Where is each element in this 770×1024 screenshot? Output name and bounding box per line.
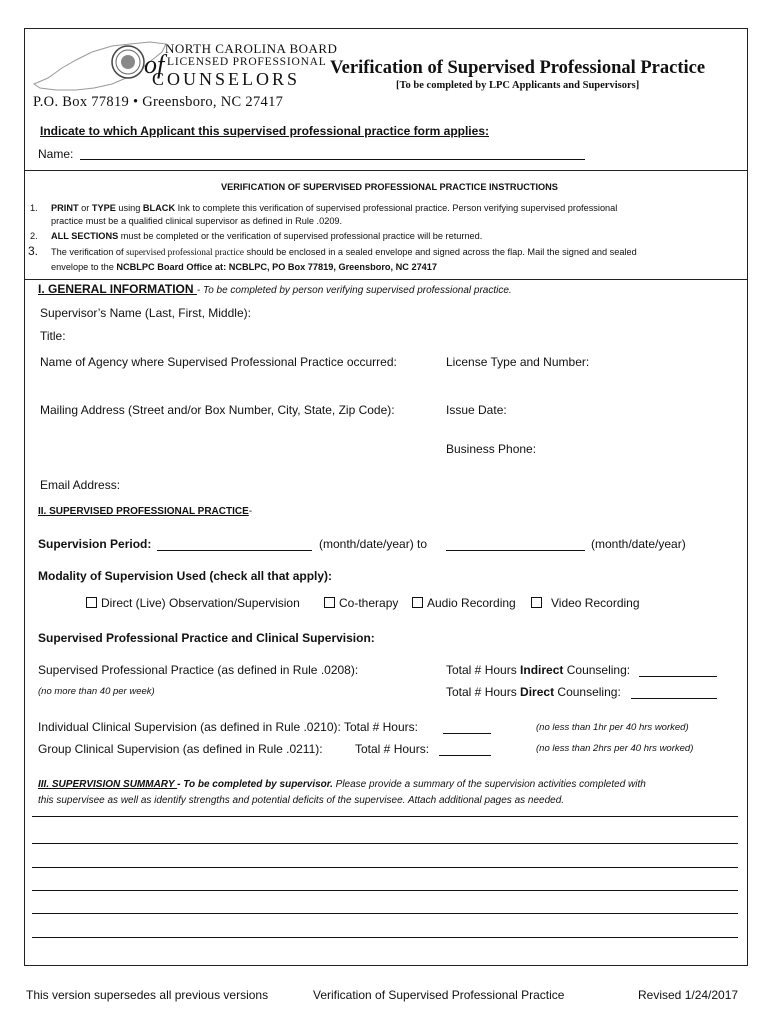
board-address: P.O. Box 77819 • Greensboro, NC 27417 <box>33 94 284 110</box>
instruction-2-number: 2. <box>30 231 38 241</box>
checkbox-icon <box>412 597 423 608</box>
agency-name-label: Name of Agency where Supervised Professional Practice occurred: <box>40 355 397 369</box>
summary-line[interactable] <box>32 867 738 868</box>
instruction-2: ALL SECTIONS must be completed or the verification of supervised professional practice will be returned. <box>51 231 483 241</box>
form-frame <box>24 28 748 966</box>
period-start-field[interactable] <box>157 550 312 551</box>
board-name-line3: COUNSELORS <box>152 69 301 89</box>
footer-supersedes: This version supersedes all previous versions <box>26 988 269 1002</box>
instruction-3-line2: envelope to the NCBLPC Board Office at: NCBLPC, PO Box 77819, Greensboro, NC 27417 <box>51 262 438 272</box>
instructions-heading: VERIFICATION OF SUPERVISED PROFESSIONAL PRACTICE INSTRUCTIONS <box>221 182 558 192</box>
summary-line[interactable] <box>32 913 738 914</box>
issue-date-label: Issue Date: <box>446 403 507 417</box>
summary-line[interactable] <box>32 816 738 817</box>
summary-line[interactable] <box>32 937 738 938</box>
spp-heading: Supervised Professional Practice and Clinical Supervision: <box>38 631 375 645</box>
group-hours-field[interactable] <box>439 755 491 756</box>
period-end-field[interactable] <box>446 550 585 551</box>
group-hours-label: Total # Hours: <box>355 742 430 756</box>
board-name-of: of <box>144 50 165 79</box>
instruction-1: PRINT or TYPE using BLACK Ink to complete this verification of supervised professional practice. Person verifying supervised professional <box>51 203 618 213</box>
group-supervision-label: Group Clinical Supervision (as defined in Rule .0211): <box>38 742 323 756</box>
practice-heading: II. SUPERVISED PROFESSIONAL PRACTICE- <box>38 506 253 517</box>
spp-note: (no more than 40 per week) <box>38 686 155 697</box>
summary-line[interactable] <box>32 843 738 844</box>
summary-line[interactable] <box>32 890 738 891</box>
period-end-text: (month/date/year) <box>591 537 686 551</box>
period-mid-text: (month/date/year) to <box>319 537 428 551</box>
modality-cotherapy-checkbox[interactable]: Co-therapy <box>324 596 398 610</box>
instruction-1-line2: practice must be a qualified clinical supervisor as defined in Rule .0209. <box>51 216 343 226</box>
instruction-3-number: 3. <box>28 244 39 258</box>
footer-revised: Revised 1/24/2017 <box>638 988 739 1002</box>
indirect-hours-field[interactable] <box>639 676 717 677</box>
direct-hours-field[interactable] <box>631 698 717 699</box>
applicant-name-field[interactable] <box>80 159 585 160</box>
checkbox-icon <box>531 597 542 608</box>
individual-supervision-label: Individual Clinical Supervision (as defined in Rule .0210): Total # Hours: <box>38 720 418 734</box>
supervisor-name-label: Supervisor’s Name (Last, First, Middle): <box>40 306 251 320</box>
supervision-period-label: Supervision Period: <box>38 537 152 551</box>
direct-hours-label: Total # Hours Direct Counseling: <box>446 685 621 699</box>
modality-direct-checkbox[interactable]: Direct (Live) Observation/Supervision <box>86 596 300 610</box>
modality-video-checkbox[interactable]: Video Recording <box>531 596 640 610</box>
instruction-3: The verification of supervised professional practice should be enclosed in a sealed envelope and signed across the flap. Mail the signed and sealed <box>51 247 637 257</box>
general-heading: I. GENERAL INFORMATION - To be completed by person verifying supervised professional practice. <box>38 282 512 296</box>
modality-label: Modality of Supervision Used (check all that apply): <box>38 569 333 583</box>
applicant-name-label: Name: <box>38 147 74 161</box>
spp-label: Supervised Professional Practice (as defined in Rule .0208): <box>38 663 359 677</box>
mailing-address-label: Mailing Address (Street and/or Box Number, City, State, Zip Code): <box>40 403 395 417</box>
divider <box>24 279 748 280</box>
indirect-hours-label: Total # Hours Indirect Counseling: <box>446 663 631 677</box>
email-label: Email Address: <box>40 478 121 492</box>
applicant-instruction: Indicate to which Applicant this supervised professional practice form applies: <box>40 124 489 138</box>
divider <box>24 170 748 171</box>
summary-heading: III. SUPERVISION SUMMARY - To be completed by supervisor. Please provide a summary of the supervision activities completed with <box>38 779 646 790</box>
board-name-line1: NORTH CAROLINA BOARD <box>165 41 338 56</box>
instruction-1-number: 1. <box>30 203 38 213</box>
supervisor-title-label: Title: <box>40 329 66 343</box>
modality-audio-checkbox[interactable]: Audio Recording <box>412 596 516 610</box>
business-phone-label: Business Phone: <box>446 442 537 456</box>
checkbox-icon <box>324 597 335 608</box>
summary-text-line2: this supervisee as well as identify strengths and potential deficits of the supervisee. Attach additional pages as needed. <box>38 795 565 806</box>
license-label: License Type and Number: <box>446 355 590 369</box>
form-title: Verification of Supervised Professional Practice <box>330 58 706 78</box>
group-note: (no less than 2hrs per 40 hrs worked) <box>536 743 694 754</box>
board-name-line2: LICENSED PROFESSIONAL <box>167 56 327 68</box>
footer-form-name: Verification of Supervised Professional Practice <box>313 988 565 1002</box>
checkbox-icon <box>86 597 97 608</box>
individual-hours-field[interactable] <box>443 733 491 734</box>
form-subtitle: [To be completed by LPC Applicants and Supervisors] <box>396 80 640 91</box>
individual-note: (no less than 1hr per 40 hrs worked) <box>536 722 689 733</box>
